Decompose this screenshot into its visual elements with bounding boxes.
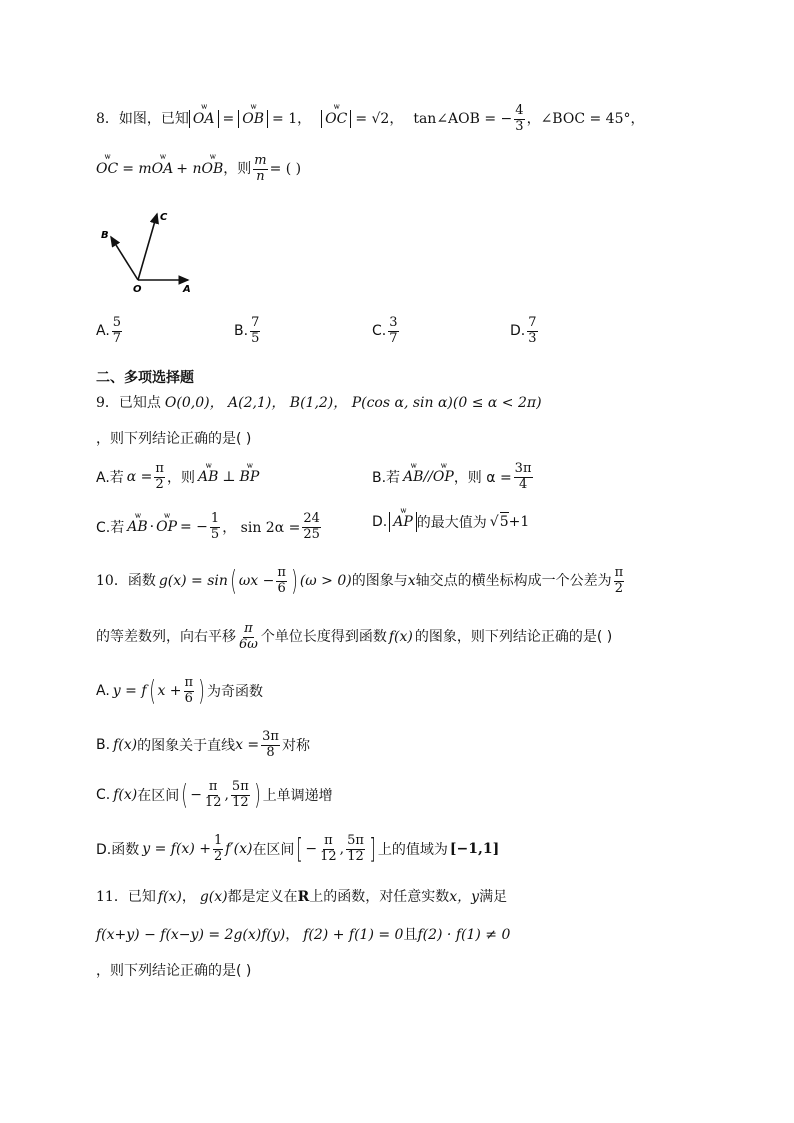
q8-eq2: = √2， (355, 111, 404, 128)
q8-abs-oc: ѡ OC (321, 110, 351, 128)
q8-m-over-n: $\frac{m}{n}$ (254, 153, 267, 184)
q9-option-c[interactable]: C.若 ѡ AB · ѡ OP = − $\frac{1}{5}$ ， sin 2α = $\frac{24}{25}$ (96, 512, 323, 543)
q8-option-b[interactable]: B. $\frac{7}{5}$ (234, 315, 260, 346)
q9-option-d[interactable]: D. ѡ AP 的最大值为 √5 +1 (372, 512, 529, 532)
q11-line1: 11． 已知 f(x) ， g(x) 都是定义在 R 上的函数，对任意实数 x，y 满足 (96, 889, 508, 905)
label-o: O (133, 284, 142, 295)
q8-angle: ，∠BOC = 45°， (526, 111, 645, 128)
q8-eq1: = 1， (272, 111, 312, 128)
q9-points: O(0,0)， A(2,1)， B(1,2)， P(cos α, sin α)(0 ≤ α < 2π) (164, 395, 542, 411)
q8-vector-figure (96, 206, 206, 298)
vector-ob (111, 237, 138, 280)
q8-abs-oa: ѡ OA (189, 110, 219, 128)
q8-option-d[interactable]: D. $\frac{7}{3}$ (510, 315, 537, 346)
q8-tan: tan∠AOB = − (413, 111, 513, 128)
q11-line3: ，则下列结论正确的是( ) (96, 963, 252, 979)
q10-option-a[interactable]: A. y = f ( x + $\frac{\pi}{6}$ ) 为奇函数 (96, 674, 264, 708)
label-a: A (183, 284, 191, 295)
q9-line1: 9． 已知点 O(0,0)， A(2,1)， B(1,2)， P(cos α, sin α)(0 ≤ α < 2π) (96, 395, 542, 411)
q8-line1: 8． 如图，已知 ѡ OA = ѡ OB = 1， ѡ OC = √2， tan∠AOB = − $\frac{4}{3}$ ，∠BOC = 45°， (96, 104, 645, 135)
q10-line1: 10． 函数 g(x) = sin ( ωx − $\frac{\pi}{6}$ ) (ω > 0) 的图象与 x 轴交点的横坐标构成一个公差为 $\frac{\pi}{2}$ (96, 564, 624, 598)
q9-line2: ，则下列结论正确的是( ) (96, 431, 252, 447)
q8-option-a[interactable]: A. $\frac{5}{7}$ (96, 315, 122, 346)
q8-abs-ob: ѡ OB (238, 110, 268, 128)
q9-option-a[interactable]: A.若 α = $\frac{\pi}{2}$ ，则 ѡ AB ⊥ ѡ BP (96, 462, 259, 493)
q9-option-b[interactable]: B.若 ѡ AB // ѡ OP ，则 α = $\frac{3\pi}{4}$ (372, 462, 535, 493)
q10-option-b[interactable]: B. f(x) 的图象关于直线 x = $\frac{3\pi}{8}$ 对称 (96, 729, 310, 760)
q8-option-c[interactable]: C. $\frac{3}{7}$ (372, 315, 398, 346)
label-b: B (101, 230, 109, 241)
q8-vec-oc: ѡ OC (96, 162, 118, 176)
q11-line2: f(x+y) − f(x−y) = 2g(x)f(y) ， f(2) + f(1) = 0 且 f(2) · f(1) ≠ 0 (96, 927, 511, 943)
q10-option-d[interactable]: D.函数 y = f(x) + $\frac{1}{2}$ f′(x) 在区间 [ − $\frac{\pi}{12}$ , $\frac{5\pi}{12}$ ] 上的值域为 [−1,1] (96, 832, 500, 866)
q10-option-c[interactable]: C. f(x) 在区间 ( − $\frac{\pi}{12}$ , $\frac{5\pi}{12}$ ) 上单调递增 (96, 778, 333, 812)
q8-number: 8． (96, 111, 119, 128)
q8-tan-frac: $\frac{4}{3}$ (515, 103, 524, 134)
vector-oc (138, 214, 157, 280)
section-heading: 二、多项选择题 (96, 370, 194, 386)
q10-line2: 的等差数列，向右平移 $\frac{\pi}{6\omega}$ 个单位长度得到函数 f(x) 的图象，则下列结论正确的是( ) (96, 621, 613, 652)
label-c: C (160, 212, 168, 223)
q8-line2: ѡ OC = m ѡ OA + n ѡ OB ，则 $\frac{m}{n}$ = ( ) (96, 154, 301, 185)
q8-intro: 如图，已知 (118, 111, 189, 128)
